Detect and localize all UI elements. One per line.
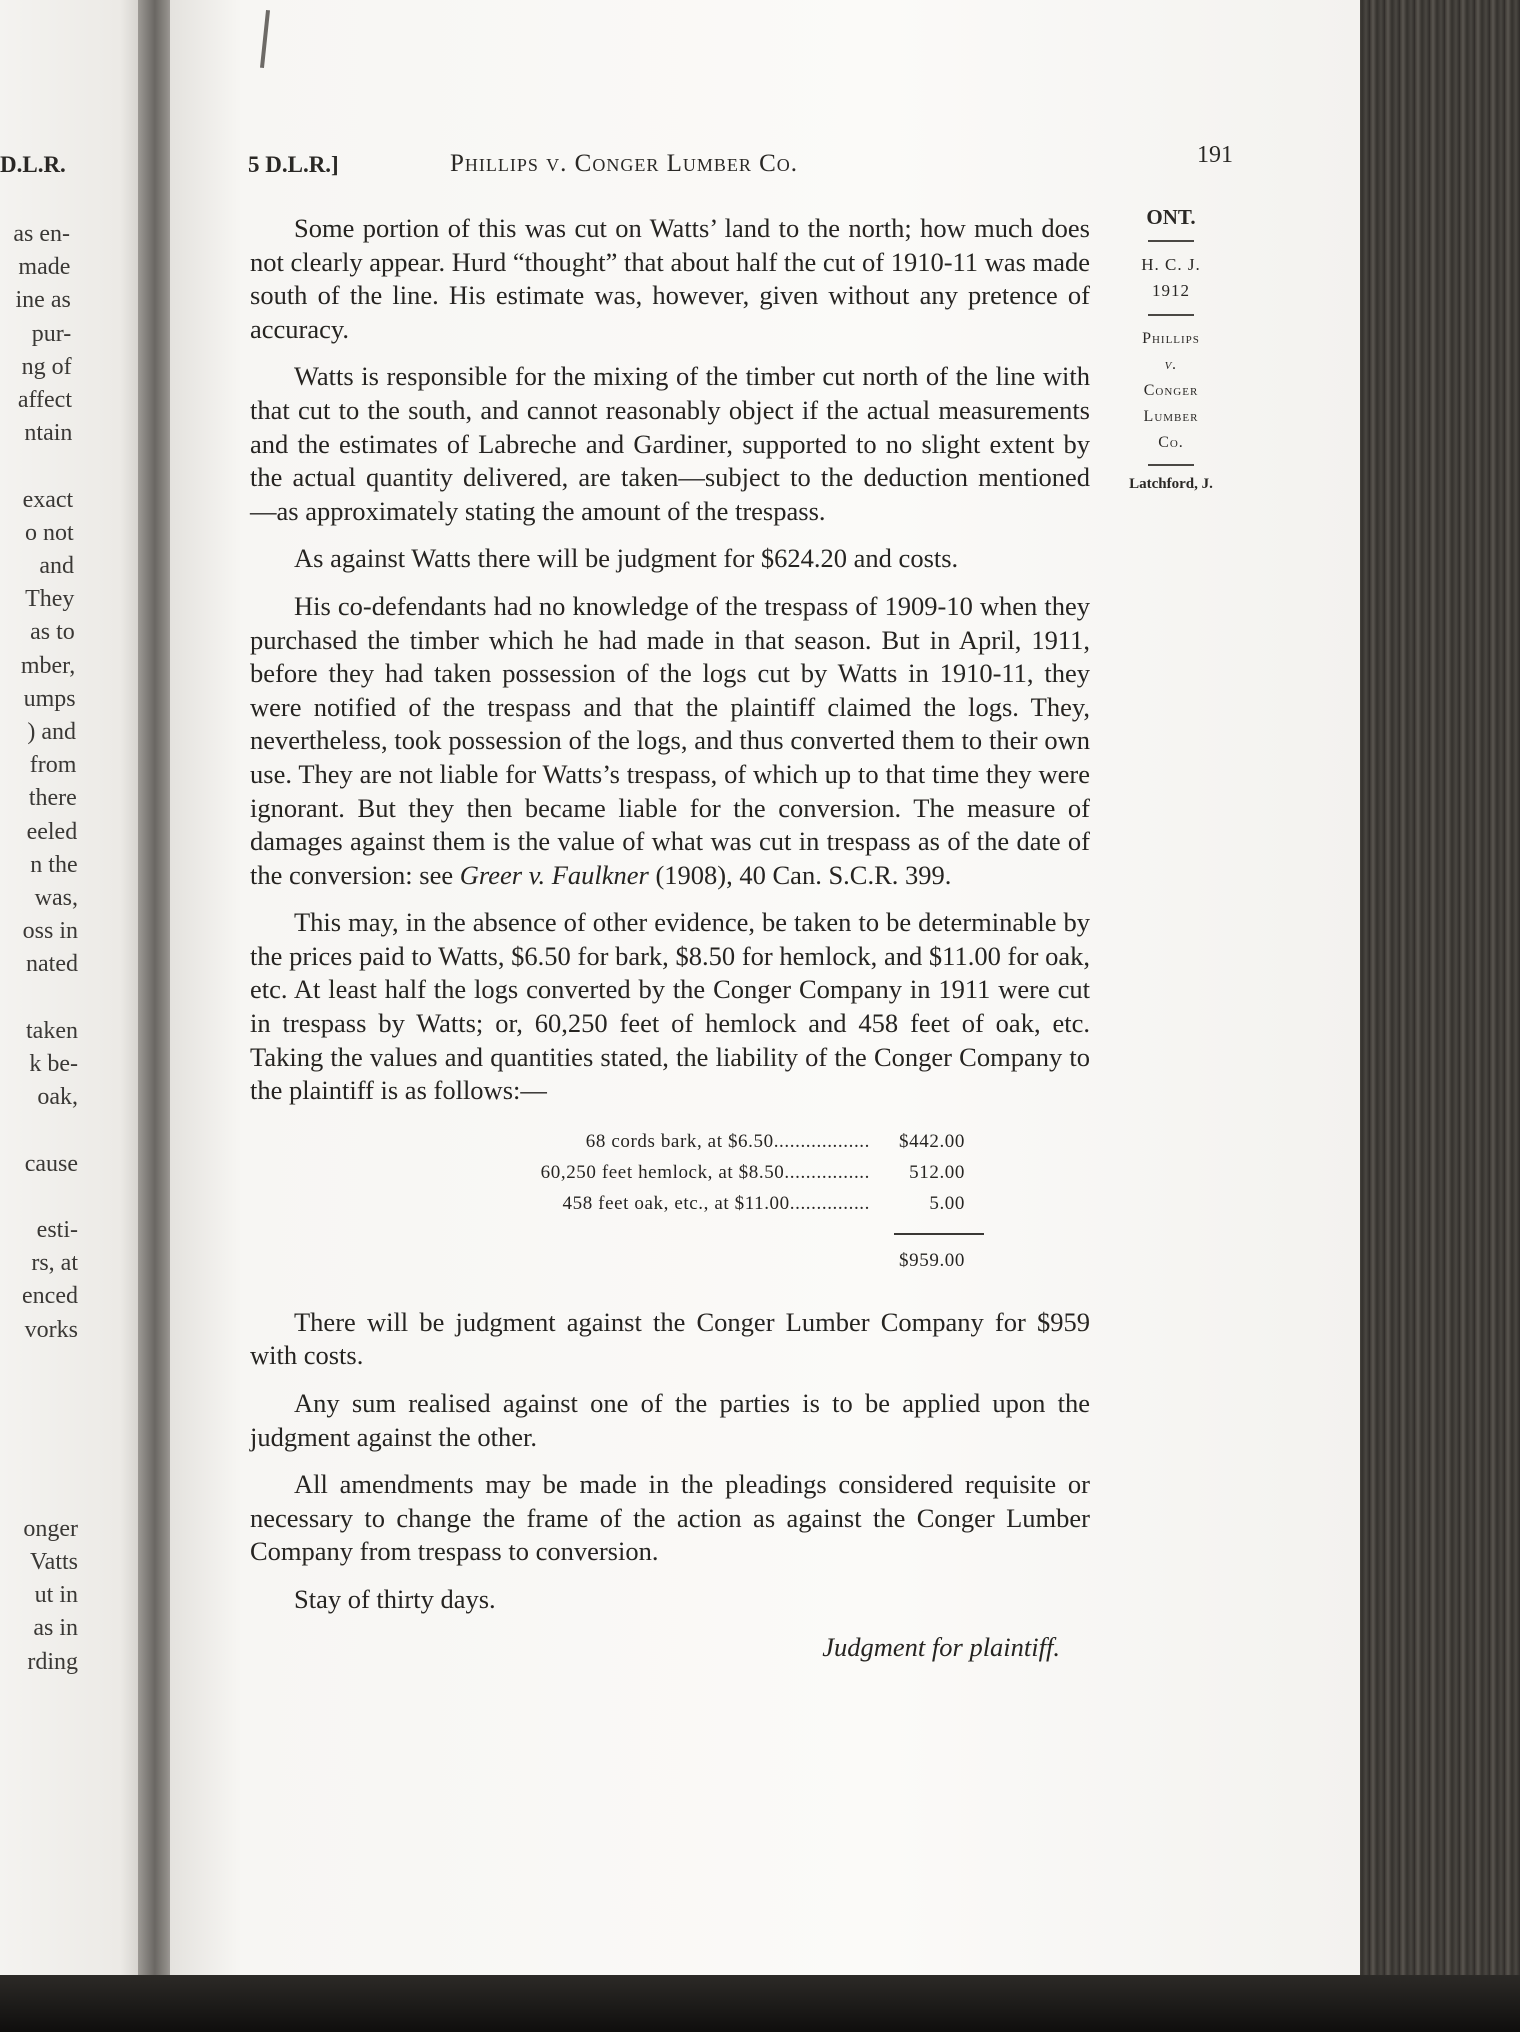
previous-page-line: rs, at	[31, 1250, 78, 1277]
paragraph: There will be judgment against the Conger Lumber Company for $959 with costs.	[250, 1306, 1090, 1371]
damages-account	[250, 1126, 1090, 1276]
running-title: Phillips v. Conger Lumber Co.	[450, 150, 799, 177]
page-number: 191	[1197, 142, 1233, 168]
year: 1912	[1152, 281, 1190, 300]
body-text	[250, 212, 1090, 1678]
margin-rule	[1148, 314, 1194, 316]
paragraph: Any sum realised against one of the parties is to be applied upon the judgment against the other.	[250, 1388, 1090, 1452]
previous-page-line: as to	[30, 619, 75, 646]
account-row	[250, 1126, 1010, 1157]
previous-page-line: there	[28, 785, 77, 812]
paragraph: Watts is responsible for the mixing of the timber cut north of the line with that cut to the south, and cannot reasonably object if the actual measurements and the estimates of Labreche and Gardiner, supported to no slight extent by the actual quantity delivered, are taken—subject to the deduction mentioned —as approximately stating the amount of the trespass.	[250, 361, 1090, 526]
account-item: 60,250 feet hemlock, at $8.50................	[540, 1161, 870, 1183]
previous-page-line: taken	[26, 1017, 78, 1044]
previous-page-line: n the	[30, 851, 78, 878]
previous-page	[0, 0, 150, 1990]
previous-page-line: ) and	[27, 719, 76, 745]
text-run: His co-defendants had no knowledge of the trespass of 1909-10 when they purchased the timber which he had made in that season. But in April, 1911, before they had taken possession of the logs cut by Watts in 1910-11, they were notified of the trespass and that the plaintiff claimed the logs. They, nevertheless, took possession of the logs, and thus converted them to their own use. They are not liable for Watts’s trespass, of which up to that time they were ignorant. But they then became liable for the conversion. The measure of damages against them is the value of what was cut in trespass as of the date of the conversion: see	[250, 590, 1090, 890]
paragraph: Some portion of this was cut on Watts’ land to the north; how much does not clearly appear. Hurd “thought” that about half the cut of 1910-11 was made south of the line. His estimate was, however, given without any pretence of accuracy.	[250, 213, 1090, 344]
closing-section	[250, 1306, 1090, 1664]
disposition: Judgment for plaintiff.	[822, 1631, 1060, 1662]
province: ONT.	[1146, 205, 1196, 229]
paragraph: All amendments may be made in the pleadings considered requisite or necessary to change the frame of the action as against the Conger Lumber Company from trespass to conversion.	[250, 1469, 1090, 1567]
previous-page-line: esti-	[36, 1217, 78, 1243]
previous-page-line: made	[18, 254, 71, 281]
previous-page-line: as en-	[13, 221, 70, 247]
margin-rule	[1148, 464, 1194, 466]
previous-page-line: umps	[23, 685, 76, 712]
previous-page-line: and	[39, 553, 74, 579]
previous-page-line: ntain	[24, 420, 73, 447]
account-item: 458 feet oak, etc., at $11.00...............	[562, 1192, 870, 1214]
case-citation: Greer v. Faulkner	[459, 859, 649, 890]
previous-page-line: exact	[22, 486, 74, 513]
previous-page-line: cause	[24, 1150, 78, 1177]
account-row	[250, 1157, 1010, 1188]
previous-page-line: ng of	[21, 353, 72, 380]
case-name-line: Co.	[1158, 434, 1184, 451]
margin-rule	[1148, 240, 1194, 242]
previous-page-line: ine as	[15, 287, 71, 314]
paragraph: As against Watts there will be judgment for $624.20 and costs.	[294, 543, 959, 574]
previous-page-line: enced	[22, 1283, 78, 1310]
account-total-row	[250, 1245, 1010, 1276]
total-rule	[894, 1233, 984, 1235]
account-amount: 5.00	[929, 1192, 965, 1214]
previous-page-line: pur-	[31, 320, 72, 347]
paragraph: Stay of thirty days.	[294, 1584, 496, 1614]
account-item: 68 cords bark, at $6.50..................	[585, 1130, 870, 1152]
account-total: $959.00	[899, 1249, 965, 1271]
previous-page-line: They	[25, 586, 75, 613]
judge: Latchford, J.	[1129, 476, 1213, 492]
previous-page-line: as in	[33, 1615, 78, 1642]
previous-page-line: k be-	[29, 1051, 78, 1077]
previous-page-line: was,	[34, 885, 78, 911]
book-edge	[1355, 0, 1520, 2032]
previous-page-line: from	[29, 752, 77, 779]
previous-page-line: oss in	[22, 918, 78, 945]
margin-note	[1106, 205, 1236, 493]
account-amount: 512.00	[909, 1161, 965, 1183]
paragraph	[250, 590, 1090, 892]
text-run: (1908), 40 Can. S.C.R. 399.	[655, 859, 952, 890]
previous-page-line: onger	[23, 1515, 78, 1542]
previous-page-line: oak,	[37, 1084, 78, 1111]
case-name-line: Conger	[1143, 382, 1199, 399]
volume-reference: 5 D.L.R.]	[248, 152, 339, 177]
previous-page-line: ut in	[34, 1582, 78, 1609]
previous-page-line: o not	[24, 519, 74, 546]
account-amount: $442.00	[899, 1130, 965, 1152]
bottom-shadow	[0, 1975, 1520, 2032]
previous-page-line: vorks	[24, 1316, 78, 1343]
previous-page-line: mber,	[20, 652, 76, 679]
previous-page-line: nated	[26, 951, 78, 978]
court: H. C. J.	[1141, 255, 1201, 274]
previous-page-line: affect	[17, 387, 72, 413]
case-name-line: v.	[1164, 356, 1178, 373]
previous-page-line: rding	[27, 1648, 78, 1675]
previous-page-line: eeled	[26, 818, 78, 845]
paragraph: This may, in the absence of other evidence, be taken to be determinable by the prices paid to Watts, $6.50 for bark, $8.50 for hemlock, and $11.00 for oak, etc. At least half the logs converted by the Conger Company in 1911 were cut in trespass by Watts; or, 60,250 feet of hemlock and 458 feet of oak, etc. Taking the values and quantities stated, the liability of the Conger Company to the plaintiff is as follows:—	[250, 907, 1090, 1106]
case-name-line: Lumber	[1143, 408, 1199, 425]
account-row	[250, 1188, 1010, 1219]
case-name-line: Phillips	[1142, 330, 1200, 347]
previous-page-header: D.L.R.	[0, 152, 66, 177]
previous-page-line: Vatts	[30, 1549, 78, 1575]
